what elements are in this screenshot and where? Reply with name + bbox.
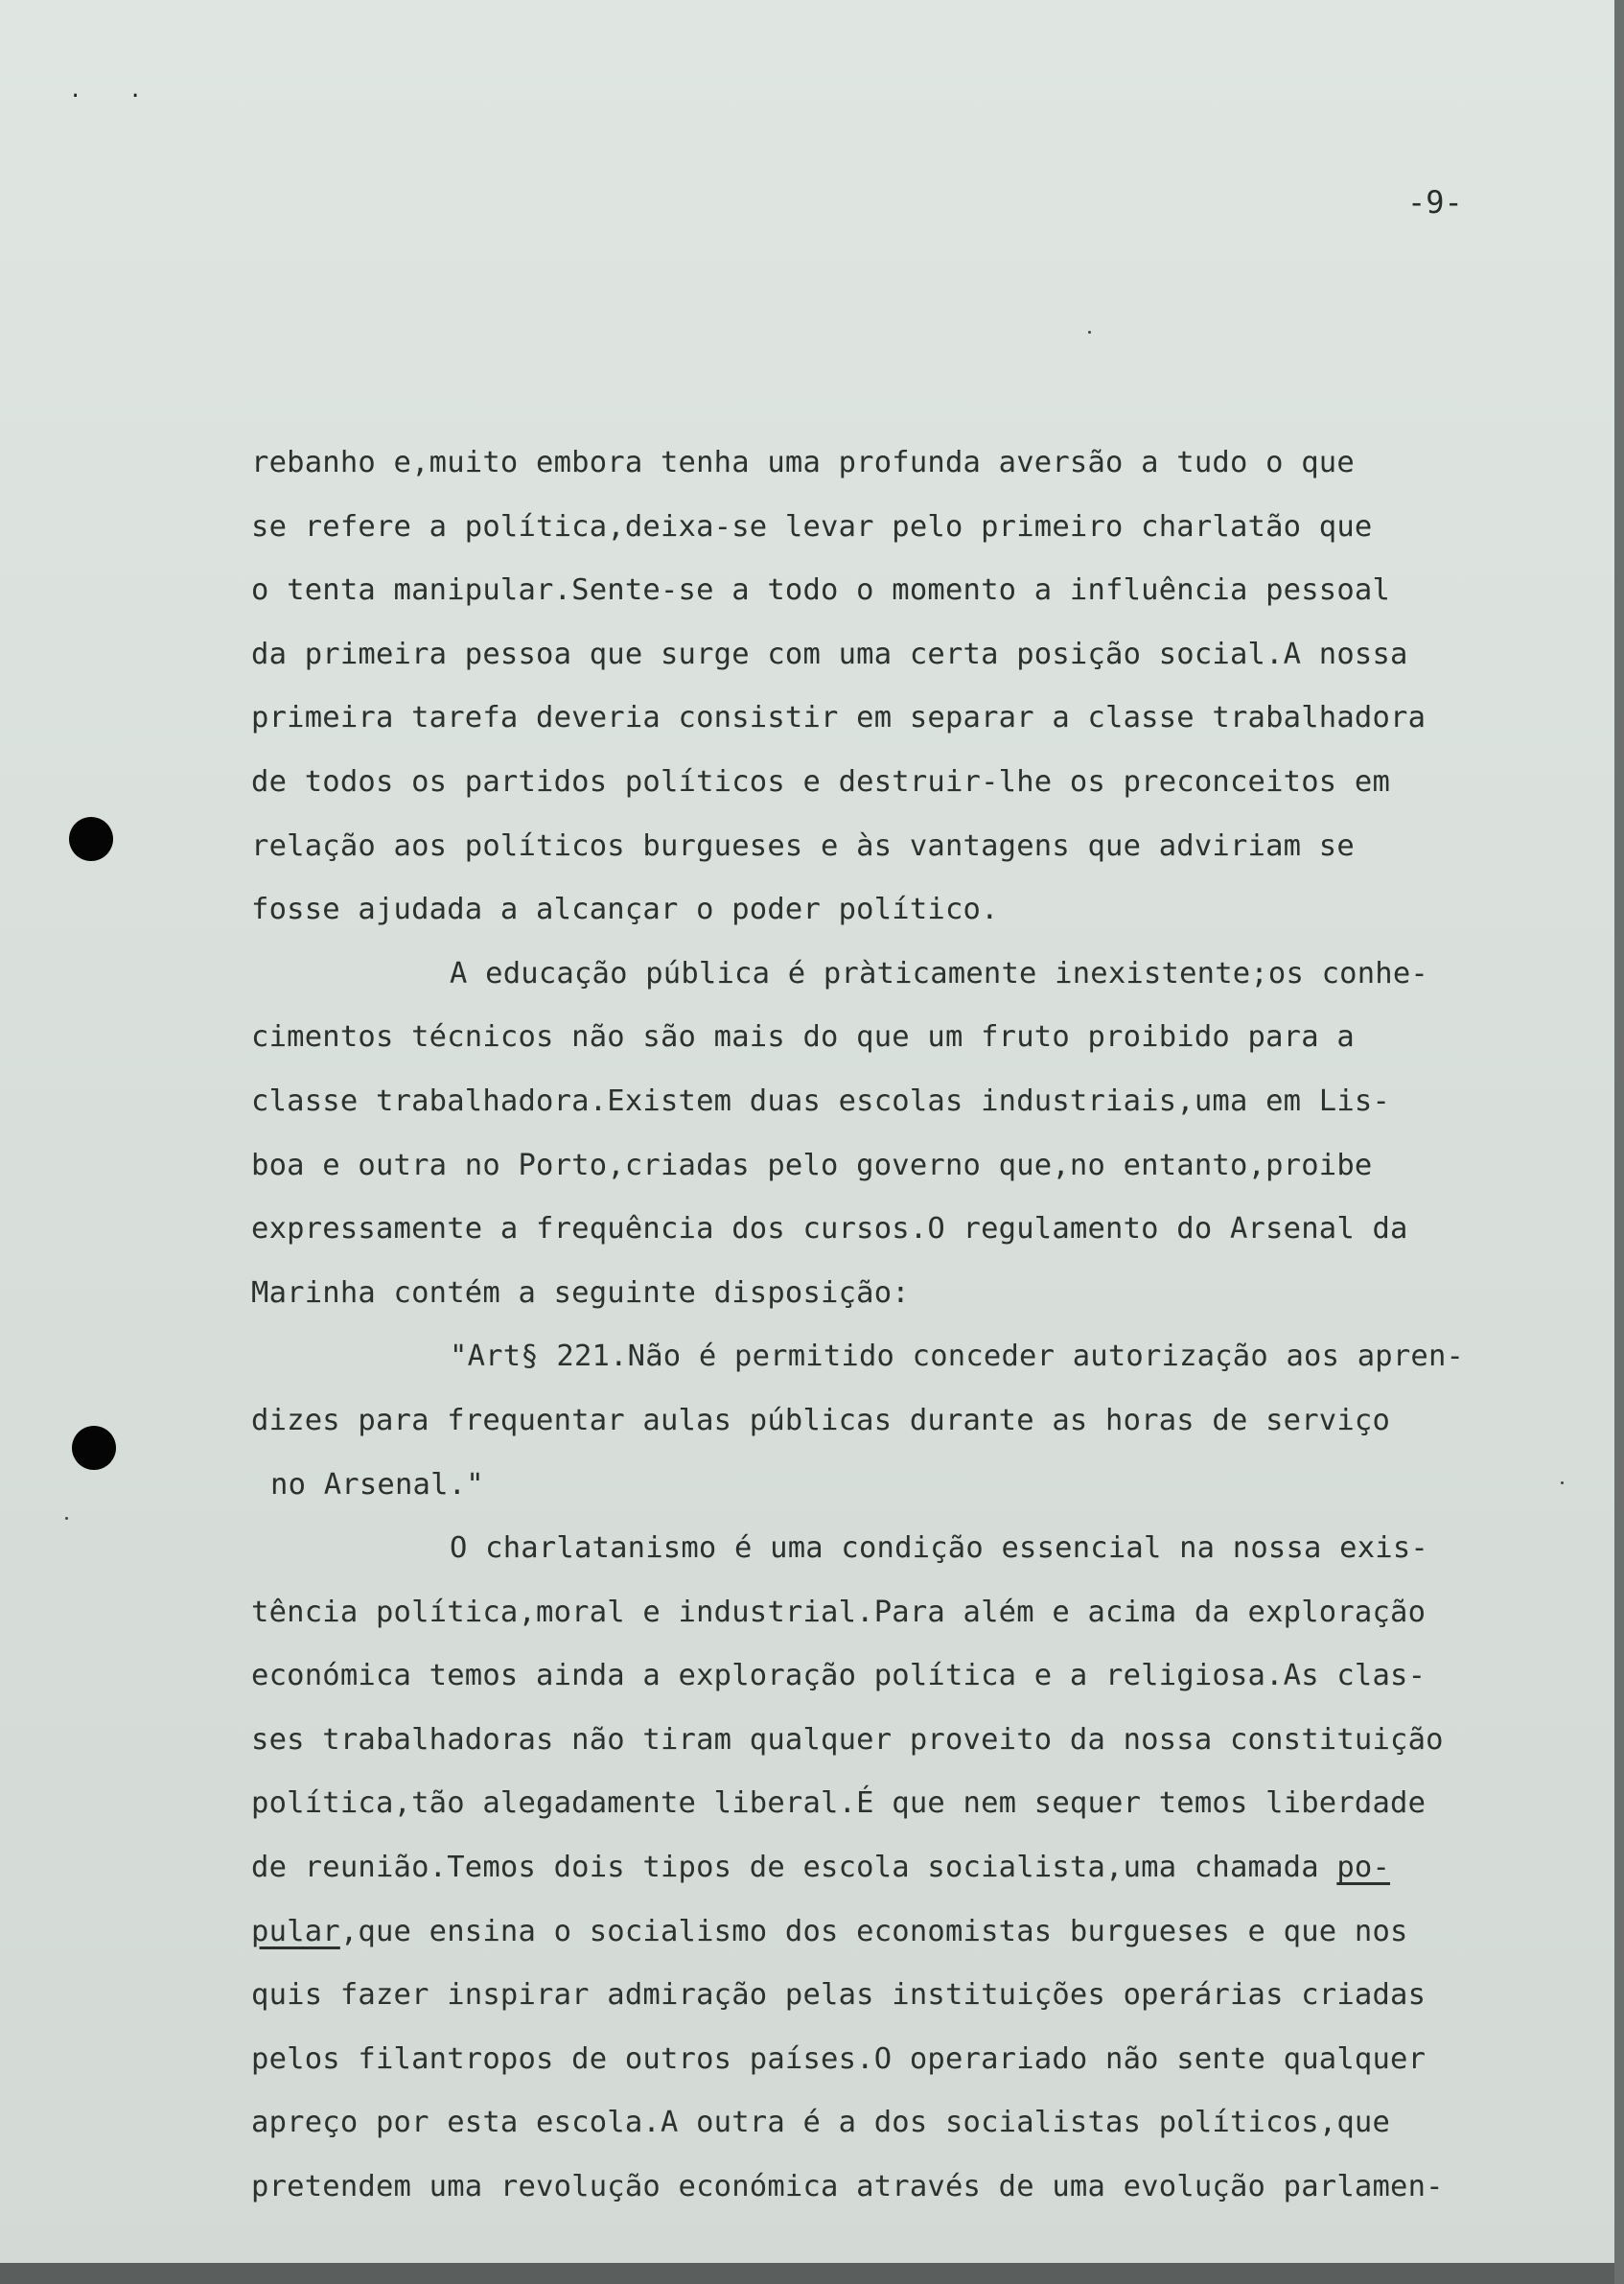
edge-marks: . . (69, 79, 159, 103)
text-line: fosse ajudada a alcançar o poder político. (251, 893, 999, 927)
quote-end-line: no Arsenal." (270, 1467, 484, 1502)
text-line: da primeira pessoa que surge com uma certa posição social.A nossa (251, 637, 1408, 671)
body-text (251, 431, 1574, 2220)
text-line: expressamente a frequência dos cursos.O regulamento do Arsenal da (251, 1212, 1408, 1247)
text-line: rebanho e,muito embora tenha uma profunda aversão a tudo o que (251, 446, 1355, 479)
quote-line: dizes para frequentar aulas públicas durante as horas de serviço (251, 1403, 1391, 1437)
text-line: quis fazer inspirar admiração pelas instituições operárias criadas (251, 1978, 1427, 2013)
quote-start-line: "Art§ 221.Não é permitido conceder autorização aos apren- (450, 1340, 1465, 1374)
text-line: classe trabalhadora.Existem duas escolas industriais,uma em Lis- (251, 1084, 1391, 1118)
text-line: cimentos técnicos não são mais do que um fruto proibido para a (251, 1020, 1355, 1055)
paper-speck (65, 1517, 68, 1520)
paper-speck (1088, 331, 1091, 334)
text-line: económica temos ainda a exploração política e a religiosa.As clas- (251, 1659, 1427, 1693)
underlined-word: po- (1336, 1851, 1391, 1885)
paragraph-start-line: A educação pública é pràticamente inexistente;os conhe- (450, 956, 1428, 991)
text-line (251, 1900, 1574, 1965)
text-segment: ,que ensina o socialismo dos economistas burgueses e que nos (339, 1914, 1408, 1948)
text-line: relação aos políticos burgueses e às vantagens que adviriam se (251, 828, 1355, 863)
text-line: de todos os partidos políticos e destruir-lhe os preconceitos em (251, 764, 1391, 799)
underlined-word: pular (251, 1914, 340, 1948)
text-line: pelos filantropos de outros países.O operariado não sente qualquer (251, 2041, 1427, 2076)
text-line: se refere a política,deixa-se levar pelo primeiro charlatão que (251, 509, 1373, 544)
scan-right-edge (1614, 0, 1624, 2284)
text-line: boa e outra no Porto,criadas pelo governo que,no entanto,proibe (251, 1148, 1373, 1182)
text-line: política,tão alegadamente liberal.É que nem sequer temos liberdade (251, 1786, 1427, 1821)
text-line: primeira tarefa deveria consistir em separar a classe trabalhadora (251, 701, 1427, 735)
text-line: Marinha contém a seguinte disposição: (251, 1275, 910, 1310)
text-line: ses trabalhadoras não tiram qualquer proveito da nossa constituição (251, 1722, 1444, 1757)
paragraph-start-line: O charlatanismo é uma condição essencial na nossa exis- (450, 1531, 1428, 1566)
scan-bottom-edge (0, 2263, 1624, 2284)
page-number: -9- (1407, 184, 1463, 221)
text-line: pretendem uma revolução económica através de uma evolução parlamen- (251, 2170, 1444, 2204)
punch-hole-icon (72, 1426, 116, 1470)
text-line: o tenta manipular.Sente-se a todo o momento a influência pessoal (251, 573, 1391, 608)
punch-hole-icon (69, 817, 113, 861)
text-line: tência política,moral e industrial.Para além e acima da exploração (251, 1595, 1427, 1629)
text-line: apreço por esta escola.A outra é a dos socialistas políticos,que (251, 2106, 1391, 2140)
text-segment: de reunião.Temos dois tipos de escola socialista,uma chamada (251, 1851, 1337, 1885)
text-line (251, 1836, 1574, 1900)
